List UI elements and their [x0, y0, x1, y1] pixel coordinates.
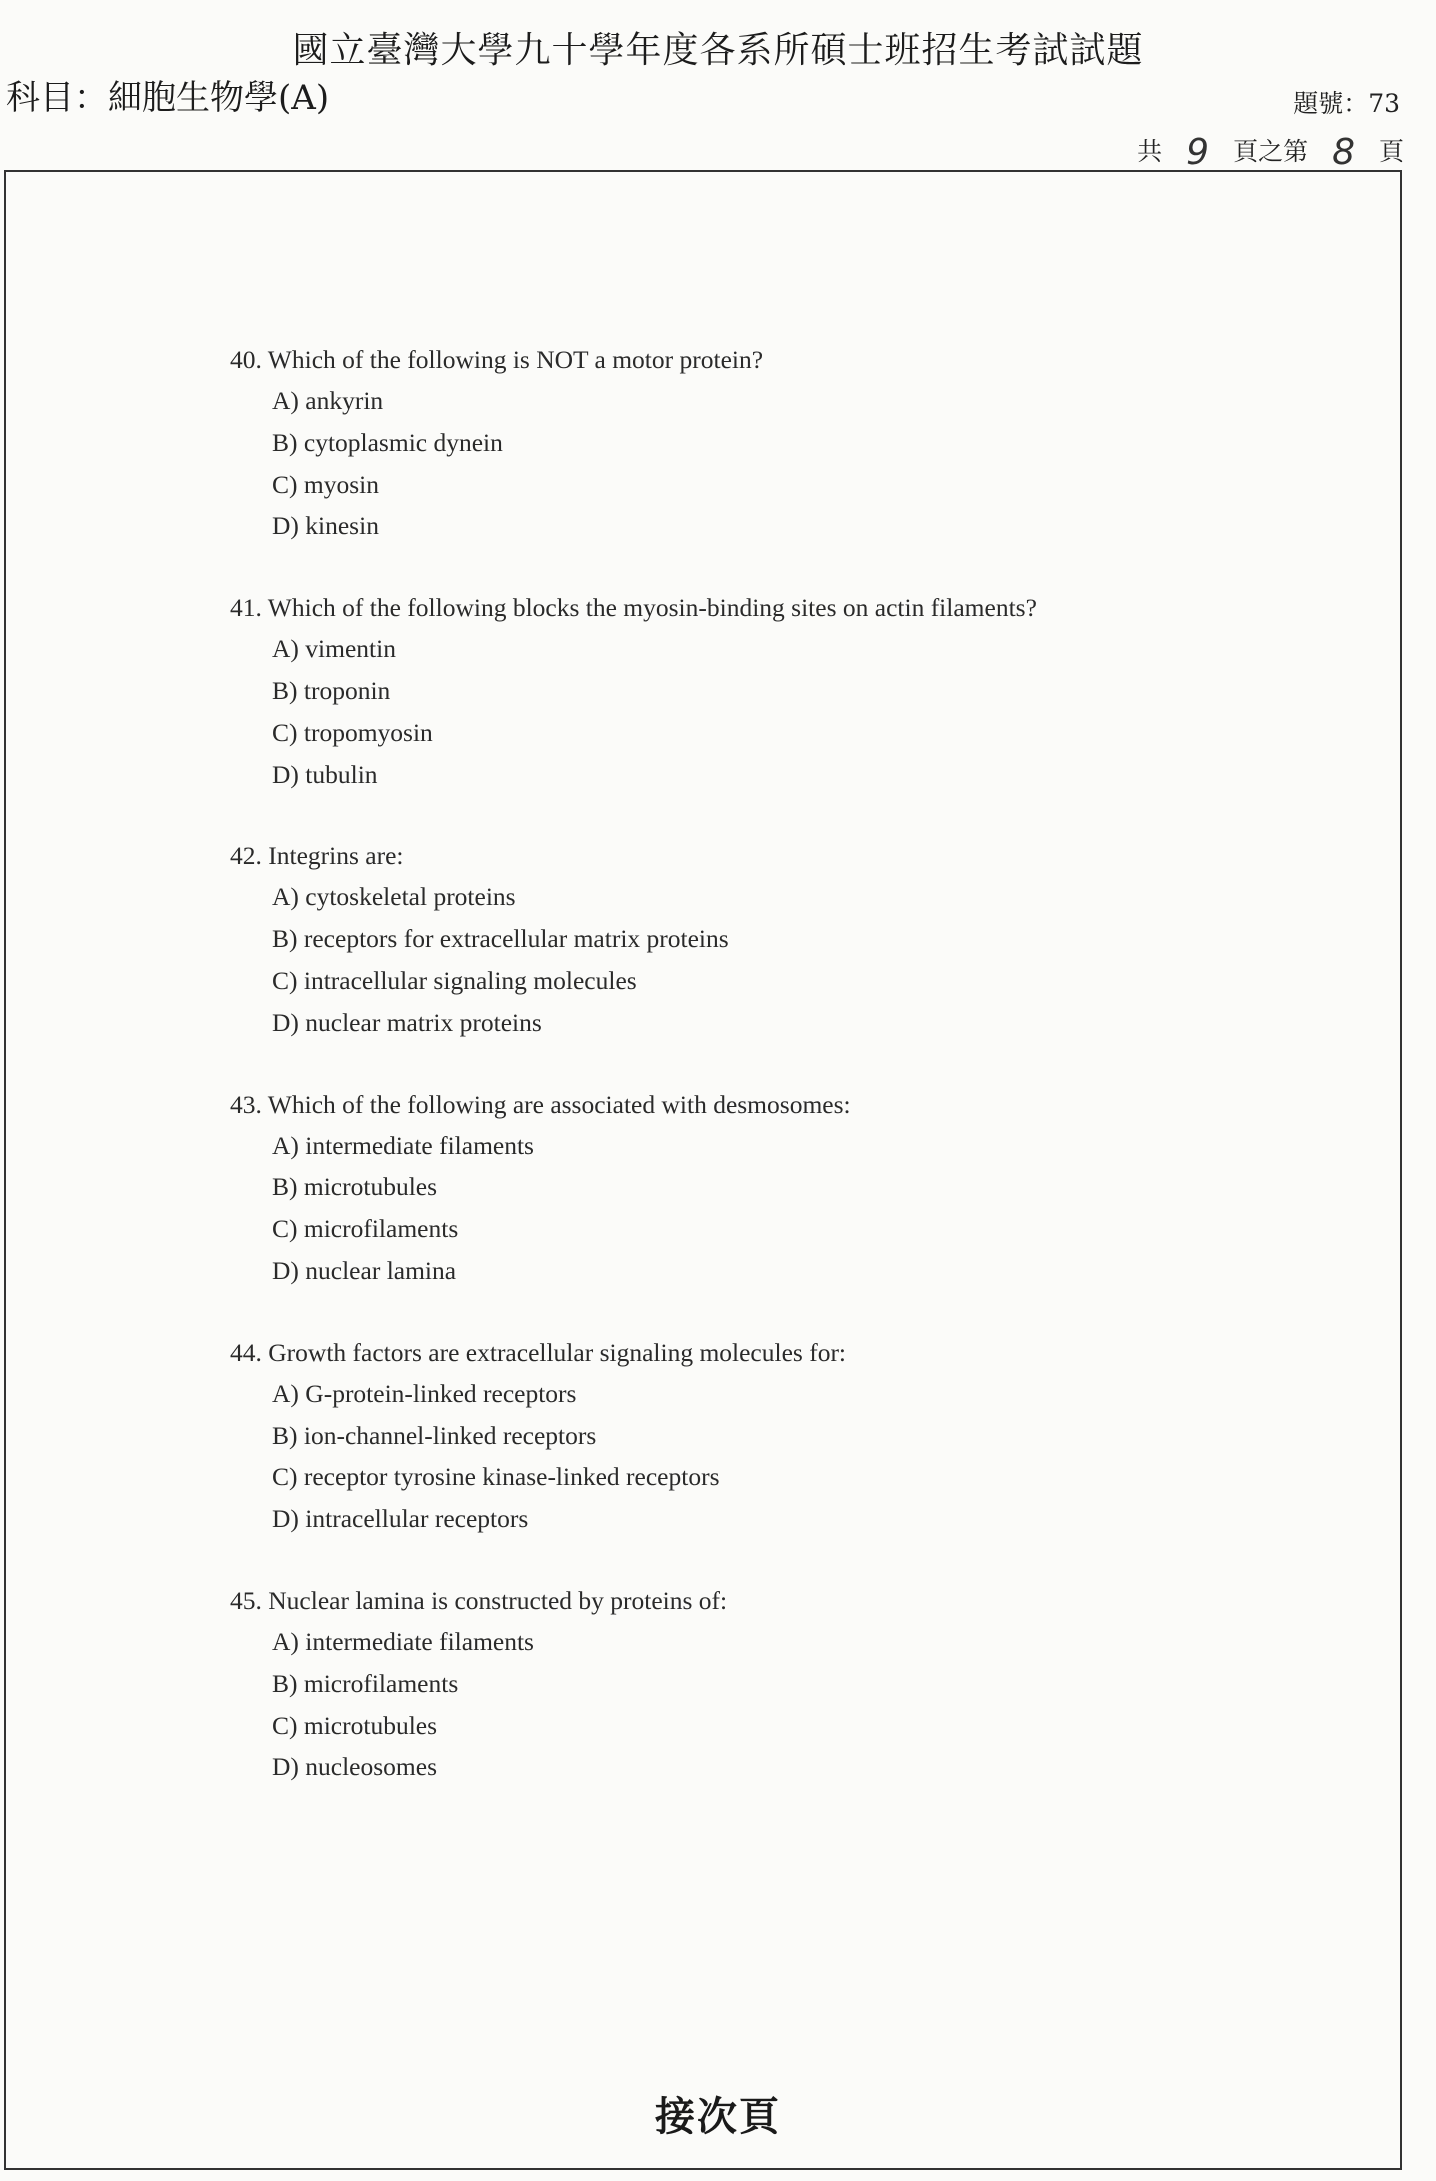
option-c: C) receptor tyrosine kinase-linked receptors: [272, 1462, 720, 1492]
question-stem: 41. Which of the following blocks the myosin-binding sites on actin filaments?: [230, 593, 1037, 623]
question-42: [230, 836, 1310, 1043]
question-44: [230, 1333, 1310, 1540]
option-a: A) ankyrin: [272, 386, 384, 415]
question-number: 題號：73: [1293, 89, 1400, 118]
option-d: D) kinesin: [272, 511, 379, 541]
option-a: A) vimentin: [272, 634, 396, 664]
option-c: C) intracellular signaling molecules: [272, 965, 637, 995]
question-40: [230, 340, 1310, 547]
option-c: C) microfilaments: [272, 1214, 459, 1244]
option-a: A) intermediate filaments: [272, 1130, 534, 1160]
question-list: [230, 340, 1310, 1829]
option-b: B) microtubules: [272, 1172, 438, 1202]
option-d: D) tubulin: [272, 759, 378, 789]
option-d: D) nuclear lamina: [272, 1255, 457, 1285]
option-c: C) myosin: [272, 469, 379, 499]
option-b: B) microfilaments: [272, 1668, 459, 1698]
question-43: [230, 1085, 1310, 1292]
page-total-prefix: 共: [1137, 137, 1163, 166]
option-a: A) G-protein-linked receptors: [272, 1378, 577, 1408]
option-d: D) intracellular receptors: [272, 1504, 529, 1534]
question-stem: 43. Which of the following are associated with desmosomes:: [230, 1089, 851, 1119]
option-b: B) cytoplasmic dynein: [272, 427, 503, 457]
continue-next-page-note: 接次頁: [655, 2093, 781, 2140]
page-info: [1137, 132, 1404, 173]
page-total-handwritten: 9: [1186, 132, 1210, 173]
question-stem: 40. Which of the following is NOT a motor protein?: [230, 345, 764, 374]
option-c: C) microtubules: [272, 1710, 438, 1740]
option-a: A) intermediate filaments: [272, 1626, 534, 1656]
option-a: A) cytoskeletal proteins: [272, 882, 516, 912]
option-b: B) receptors for extracellular matrix proteins: [272, 924, 729, 954]
question-stem: 42. Integrins are:: [230, 841, 404, 871]
option-c: C) tropomyosin: [272, 717, 433, 747]
option-d: D) nuclear matrix proteins: [272, 1007, 542, 1037]
page-current-handwritten: 8: [1332, 132, 1355, 173]
question-stem: 45. Nuclear lamina is constructed by proteins of:: [230, 1585, 728, 1615]
question-45: [230, 1581, 1310, 1788]
subject-label: 科目：細胞生物學(A): [6, 78, 330, 118]
exam-title: 國立臺灣大學九十學年度各系所碩士班招生考試試題: [292, 30, 1144, 71]
page-current-prefix: 頁之第: [1233, 137, 1309, 166]
page-suffix: 頁: [1378, 137, 1404, 166]
option-b: B) ion-channel-linked receptors: [272, 1420, 597, 1450]
option-b: B) troponin: [272, 675, 391, 705]
option-d: D) nucleosomes: [272, 1752, 438, 1782]
question-stem: 44. Growth factors are extracellular signaling molecules for:: [230, 1337, 847, 1367]
question-41: [230, 588, 1310, 795]
